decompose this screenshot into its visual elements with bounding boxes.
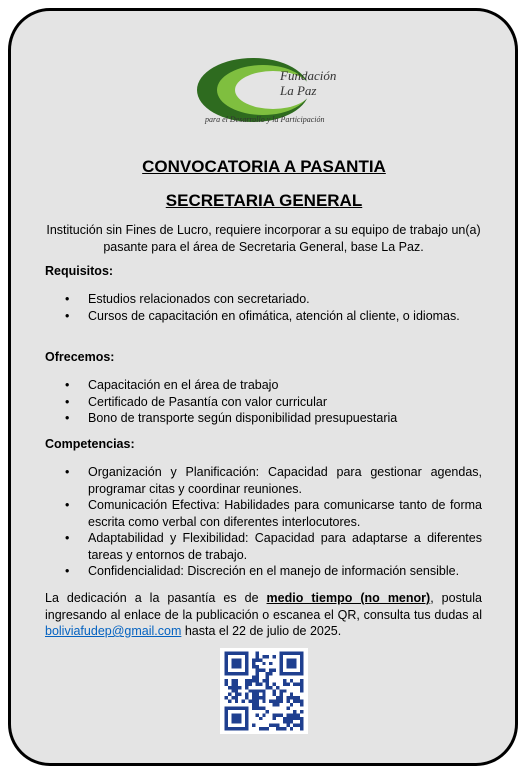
list-item: • Capacitación en el área de trabajo — [45, 377, 482, 394]
list-item: • Adaptabilidad y Flexibilidad: Capacidad para adaptarse a diferentes tareas y entornos de trabajo. — [45, 530, 482, 563]
list-item: • Certificado de Pasantía con valor curricular — [45, 394, 482, 411]
list-item: • Cursos de capacitación en ofimática, atención al cliente, o idiomas. — [45, 308, 482, 325]
heading-requisitos: Requisitos: — [45, 264, 114, 278]
heading-ofrecemos: Ofrecemos: — [45, 350, 115, 364]
qr-code-icon[interactable] — [220, 648, 308, 734]
dedication-bold: medio tiempo (no menor) — [266, 591, 431, 605]
intro-text: Institución sin Fines de Lucro, requiere incorporar a su equipo de trabajo un(a) pasante para el área de Secretaria General, base La Paz. — [46, 223, 481, 254]
list-item: • Comunicación Efectiva: Habilidades para comunicarse tanto de forma escrita como verbal con diferentes interlocutores. — [45, 497, 482, 530]
heading-competencias: Competencias: — [45, 437, 135, 451]
list-ofrecemos — [45, 377, 482, 427]
email-link[interactable]: boliviafudep@gmail.com — [45, 624, 182, 638]
list-item: • Bono de transporte según disponibilidad presupuestaria — [45, 410, 482, 427]
closing-paragraph: La dedicación a la pasantía es de medio tiempo (no menor), postula ingresando al enlace de la publicación o escanea el QR, consulta tus dudas al boliviafudep@gmail.com hasta el 22 de julio de 2025. — [45, 591, 482, 638]
logo-org-name: Fundación La Paz — [280, 68, 337, 98]
list-competencias — [45, 464, 482, 580]
list-item: • Confidencialidad: Discreción en el manejo de información sensible. — [45, 563, 482, 580]
logo-tagline: para el Desarrollo y la Participación — [205, 115, 325, 124]
list-item: • Estudios relacionados con secretariado. — [45, 291, 482, 308]
list-item: • Organización y Planificación: Capacidad para gestionar agendas, programar citas y coordinar reuniones. — [45, 464, 482, 497]
list-requisitos — [45, 291, 482, 324]
title-convocatoria: CONVOCATORIA A PASANTIA — [142, 157, 386, 176]
title-secretaria: SECRETARIA GENERAL — [165, 191, 363, 210]
